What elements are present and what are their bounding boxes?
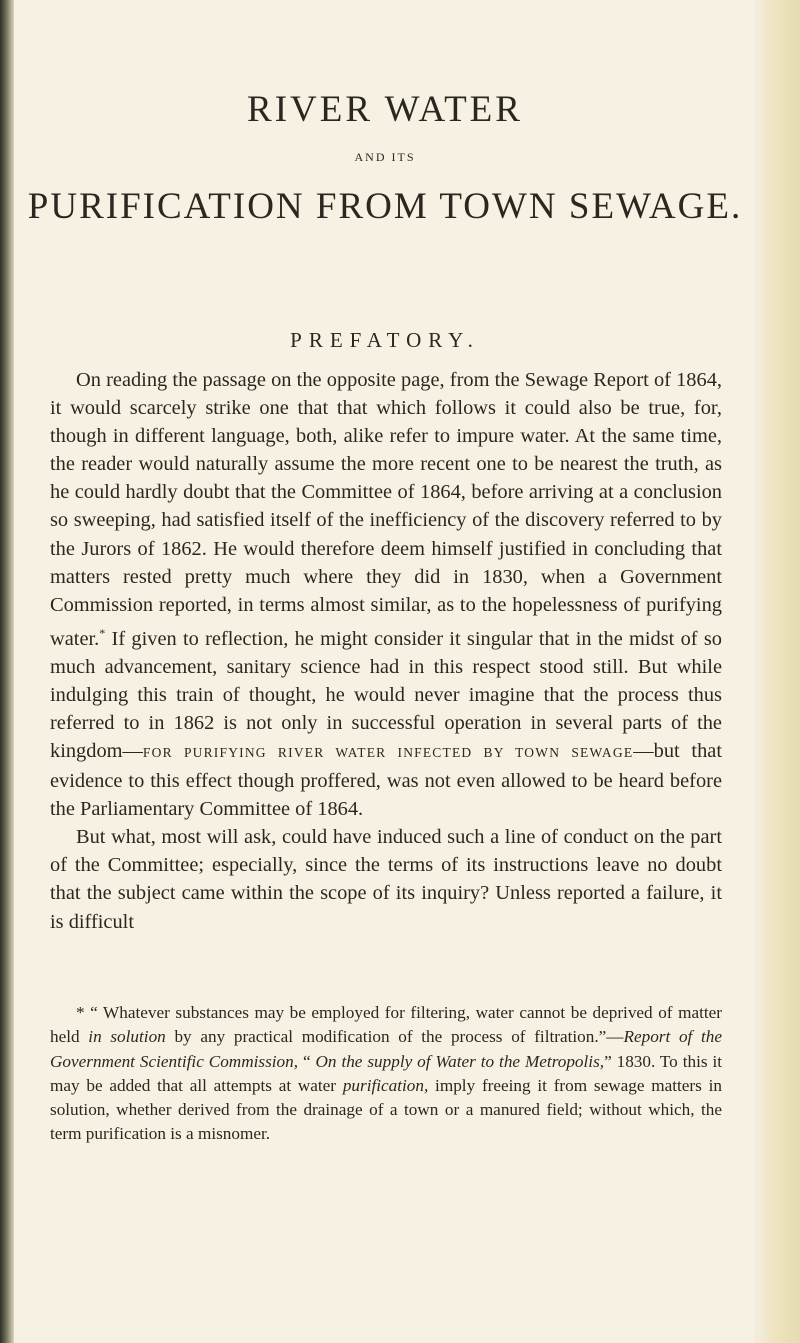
page-subtitle: PURIFICATION FROM TOWN SEWAGE. bbox=[27, 186, 743, 227]
footnote-italic-b: Report of the Government Scientific Commission, bbox=[50, 1027, 723, 1071]
footnote-marker: * bbox=[99, 625, 106, 640]
footnote-marker-ref: * bbox=[76, 1003, 85, 1022]
footnote-text-d: ” 1830. To this it may be added that all attempts at water bbox=[50, 1051, 722, 1095]
paragraph-1 bbox=[50, 366, 722, 823]
opening-word: On bbox=[76, 369, 101, 391]
page-edge bbox=[754, 0, 800, 1343]
book-page bbox=[20, 0, 750, 1343]
small-caps-phrase: FOR PURIFYING RIVER WATER INFECTED BY TOWN SEWAGE bbox=[142, 745, 634, 761]
paragraph-1-text-b: If given to reflection, he might consider it singular that in the midst of so much advancement, sanitary science had in this respect stood still. But while indulging this train of thought, he would never imagine that the process thus referred to in 1862 is not only in successful operation in several parts of the kingdom— bbox=[50, 627, 722, 763]
section-heading: PREFATORY. bbox=[290, 328, 480, 352]
footnote-text-c: “ bbox=[298, 1051, 316, 1071]
title-connector: AND ITS bbox=[354, 150, 416, 164]
body-text bbox=[50, 366, 722, 936]
paragraph-2: But what, most will ask, could have induced such a line of conduct on the part of the Committee; especially, since the terms of its instructions leave no doubt that the subject came within the scope of its inquiry? Unless reported a failure, it is difficult bbox=[50, 826, 722, 933]
footnote bbox=[50, 1001, 722, 1147]
page-gutter-shadow bbox=[0, 0, 14, 1343]
paragraph-1-text-c: —but that evidence to this effect though proffered, was not even allowed to be heard before the Parliamentary Committee of 1864. bbox=[50, 740, 722, 821]
footnote-text-e: imply freeing it from sewage matters in solution, whether derived from the drainage of a town or a manured field; without which, the term purification is a misnomer. bbox=[50, 1075, 722, 1144]
footnote-text-b: by any practical modification of the process of filtration.”— bbox=[165, 1027, 624, 1047]
footnote-italic-a: in solution bbox=[88, 1027, 166, 1047]
paragraph-1-text-a: reading the passage on the opposite page, from the Sewage Report of 1864, it would scarcely strike one that that which follows it could also be true, for, though in different language, both, alike refer to impure water. At the same time, the reader would naturally assume the more recent one to be nearest the truth, as he could hardly doubt that the Committee of 1864, before arriving at a conclusion so sweeping, had satisfied itself of the inefficiency of the discovery referred to by the Jurors of 1862. He would therefore deem himself justified in concluding that matters rested pretty much where they did in 1830, when a Government Commission reported, in terms almost similar, as to the hopelessness of purifying water. bbox=[50, 369, 722, 650]
footnote-italic-d: purification, bbox=[342, 1075, 429, 1095]
footnote-text-a: “ Whatever substances may be employed for filtering, water cannot be deprived of matter held bbox=[50, 1003, 722, 1047]
footnote-italic-c: On the supply of Water to the Metropolis, bbox=[315, 1051, 605, 1071]
page-title: RIVER WATER bbox=[247, 89, 523, 130]
